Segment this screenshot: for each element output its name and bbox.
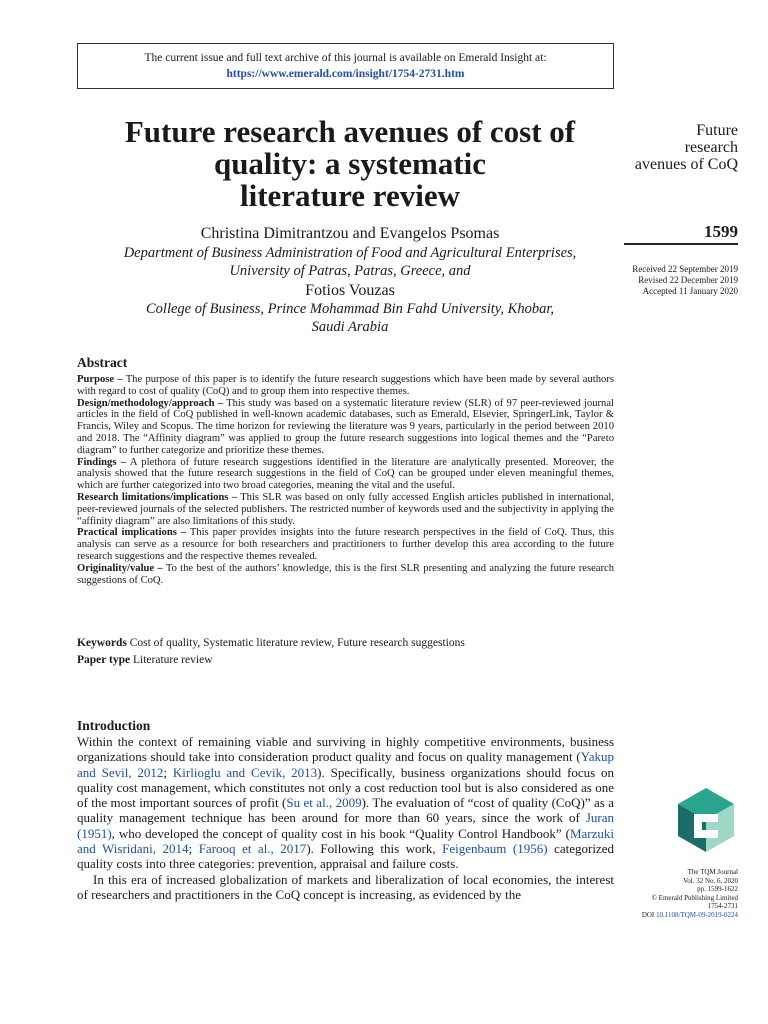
citation-link[interactable]: Feigenbaum (1956)	[442, 841, 548, 857]
affiliation-line: Saudi Arabia	[311, 319, 389, 335]
margin-rule	[624, 243, 738, 245]
findings-text: A plethora of future research suggestions identified in the literature are analytically presented. Moreover, the analysis showed that the future research suggestions in the field of CoQ can be grouped under eleven meaningful themes, which are further categorized into two broad categories, meaning the vital and the useful.	[77, 456, 614, 492]
originality-text: To the best of the authors’ knowledge, this is the first SLR presenting and analyzing the future research suggestions of CoQ.	[77, 562, 614, 586]
tqm-journal-logo-icon	[676, 786, 736, 854]
text-run: , who developed the concept of quality cost in his book “Quality Control Handbook” (	[111, 825, 570, 841]
purpose-text: The purpose of this paper is to identify the future research suggestions which have been made by several authors with regard to cost of quality (CoQ) and to group them into respective themes.	[77, 374, 614, 397]
affiliation-line: College of Business, Prince Mohammad Bin Fahd University, Khobar,	[146, 301, 554, 317]
text-run: ;	[163, 764, 173, 780]
citation-link[interactable]: Yakup and Sevil, 2012	[77, 749, 614, 780]
revised-date: Revised 22 December 2019	[638, 275, 738, 285]
citation-link[interactable]: Juran (1951)	[77, 810, 614, 841]
paper-type-label: Paper type	[77, 654, 131, 666]
accepted-date: Accepted 11 January 2020	[642, 286, 738, 296]
journal-info	[642, 868, 738, 919]
authors-primary: Christina Dimitrantzou and Evangelos Psomas	[200, 225, 500, 242]
running-title-line: research	[684, 139, 738, 156]
running-title-line: avenues of CoQ	[634, 156, 738, 173]
journal-url-link[interactable]: https://www.emerald.com/insight/1754-2731.htm	[226, 68, 465, 80]
text-run: categorized quality costs into three categories: prevention, appraisal and failure costs.	[77, 841, 614, 872]
text-run: ). Specifically, business organizations should focus on quality cost management, which constitutes not only a cost reduction tool but is also considered as one of the most important sources of profit (	[77, 764, 614, 811]
design-text: This study was based on a systematic literature review (SLR) of 97 peer-reviewed journal articles in the field of CoQ published in well-known academic databases, such as Emerald, Elsevier, SpringerLink, Taylor & Francis, Wiley and Scopus. The time horizon for reviewing the literature was 9 years, particularly in the period between 2010 and 2018. The “Affinity diagram” was applied to group the future research suggestions into logical themes and the “Pareto diagram” to further categorize and prioritize these themes.	[77, 397, 614, 456]
running-title-line: Future	[696, 122, 738, 139]
intro-paragraph	[77, 734, 614, 872]
affiliation-secondary	[60, 300, 640, 336]
title-line: Future research avenues of cost of	[124, 114, 576, 149]
abstract-heading: Abstract	[77, 355, 128, 370]
practical-label: Practical implications –	[77, 527, 187, 539]
citation-link[interactable]: Marzuki and Wisridani, 2014	[77, 825, 614, 857]
text-run: ). Following this work,	[306, 841, 443, 857]
abstract-design	[77, 398, 614, 457]
purpose-label: Purpose –	[77, 374, 123, 385]
journal-access-box	[77, 43, 614, 89]
journal-name: The TQM Journal	[687, 868, 738, 876]
abstract-purpose	[77, 374, 614, 398]
journal-pages: pp. 1599-1622	[697, 885, 738, 893]
limitations-label: Research limitations/implications –	[77, 491, 238, 503]
access-notice: The current issue and full text archive of this journal is available on Emerald Insight at:	[144, 52, 547, 64]
paper-title	[60, 116, 640, 212]
introduction-heading: Introduction	[77, 718, 151, 733]
keywords	[77, 636, 614, 650]
affiliation-line: Department of Business Administration of Food and Agricultural Enterprises,	[123, 245, 577, 261]
citation-link[interactable]: Farooq et al., 2017	[198, 841, 307, 857]
abstract-originality	[77, 563, 614, 587]
intro-paragraph: In this era of increased globalization of markets and liberalization of local economies, the interest of researchers and practitioners in the CoQ concept is increasing, as evidenced by the	[77, 871, 614, 902]
doi-label: DOI	[641, 910, 657, 919]
journal-volume: Vol. 32 No. 6, 2020	[683, 876, 738, 885]
text-run: Within the context of remaining viable and surviving in highly competitive environments, business organizations should take into consideration product quality and focus on quality management (	[77, 734, 614, 765]
limitations-text: This SLR was based on only fully accessed English articles published in international, peer-reviewed journals of the selected publishers. The restricted number of keywords used and the subjectivity in applying the “affinity diagram” are also limitations of this study.	[77, 491, 614, 527]
citation-link[interactable]: Kirlioglu and Cevik, 2013	[172, 764, 318, 780]
citation-link[interactable]: Su et al., 2009	[286, 795, 362, 811]
submission-dates	[632, 264, 738, 297]
text-run: ;	[188, 841, 199, 857]
findings-label: Findings –	[77, 456, 127, 468]
abstract-practical	[77, 527, 614, 562]
journal-publisher: © Emerald Publishing Limited	[651, 893, 738, 902]
abstract-limitations	[77, 492, 614, 527]
design-label: Design/methodology/approach –	[77, 397, 224, 409]
affiliation-line: University of Patras, Patras, Greece, and	[229, 263, 471, 279]
originality-label: Originality/value –	[77, 562, 163, 574]
paper-type-text: Literature review	[130, 654, 213, 666]
title-line: quality: a systematic	[213, 146, 487, 181]
running-title	[635, 122, 738, 173]
abstract-findings	[77, 457, 614, 492]
title-line: literature review	[239, 178, 461, 213]
affiliation-primary	[60, 244, 640, 280]
paper-type	[77, 653, 614, 667]
practical-text: This paper provides insights into the future research perspectives in the field of CoQ. Thus, this analysis can serve as a resource for both researchers and practitioners to further develop this area according to the future research suggestions and the respective themes revealed.	[77, 527, 614, 562]
doi-link[interactable]: 10.1108/TQM-09-2019-0224	[656, 910, 738, 919]
text-run: ). The evaluation of “cost of quality (CoQ)” as a quality management technique has been around for more than 60 years, since the work of	[77, 795, 614, 826]
keywords-text: Cost of quality, Systematic literature review, Future research suggestions	[126, 637, 465, 649]
keywords-label: Keywords	[77, 637, 127, 649]
journal-issn: 1754-2731	[707, 902, 738, 910]
abstract-body	[77, 374, 614, 586]
authors-secondary: Fotios Vouzas	[305, 282, 395, 299]
page-number: 1599	[704, 222, 738, 241]
introduction-body	[77, 734, 614, 902]
journal-doi	[642, 911, 738, 920]
received-date: Received 22 September 2019	[632, 264, 738, 274]
